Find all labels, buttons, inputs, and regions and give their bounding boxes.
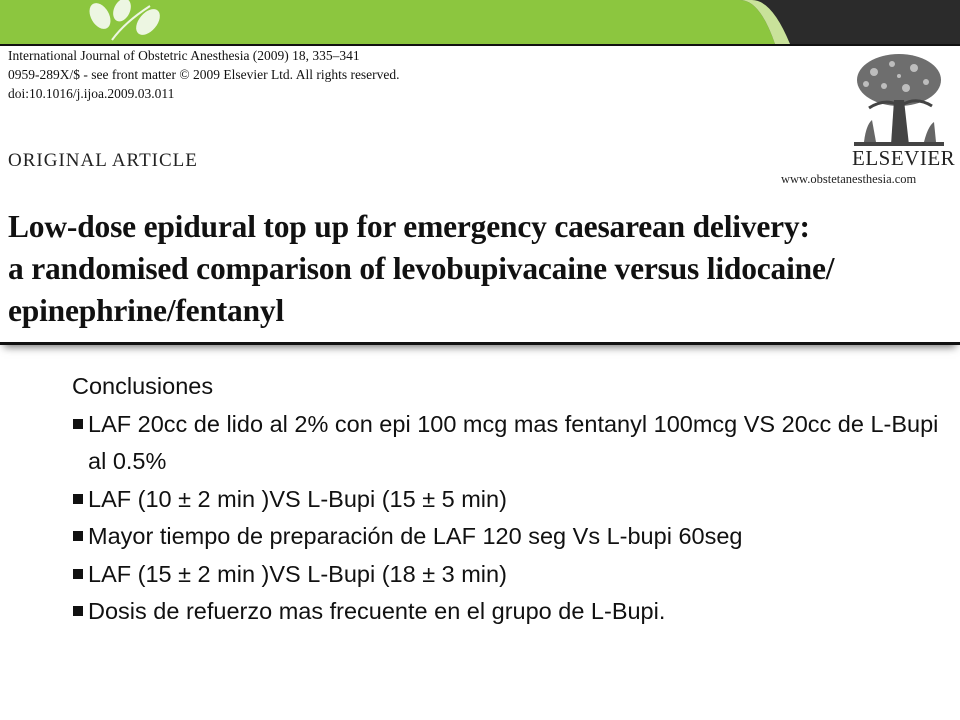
square-bullet-icon	[73, 531, 83, 541]
square-bullet-icon	[73, 494, 83, 504]
square-bullet-icon	[73, 606, 83, 616]
article-title	[8, 206, 958, 332]
article-type-label: ORIGINAL ARTICLE	[8, 150, 198, 171]
elsevier-tree-logo-icon	[844, 50, 954, 150]
citation-line: 0959-289X/$ - see front matter © 2009 Elsevier Ltd. All rights reserved.	[8, 67, 400, 82]
citation-line: International Journal of Obstetric Anesthesia (2009) 18, 335–341	[8, 48, 360, 63]
publisher-name: ELSEVIER	[852, 146, 956, 170]
list-item	[72, 556, 942, 594]
conclusions-section	[72, 368, 942, 631]
title-line: Low-dose epidural top up for emergency caesarean delivery:	[8, 209, 810, 244]
conclusions-heading: Conclusiones	[72, 373, 214, 399]
doi-line: doi:10.1016/j.ijoa.2009.03.011	[8, 86, 175, 101]
list-item-text: LAF (15 ± 2 min )VS L-Bupi (18 ± 3 min)	[88, 560, 507, 587]
title-line: epinephrine/fentanyl	[8, 293, 285, 328]
list-item	[72, 481, 942, 519]
list-item-text: Dosis de refuerzo mas frecuente en el grupo de L-Bupi.	[88, 598, 666, 624]
list-item-text: Mayor tiempo de preparación de LAF 120 seg Vs L-bupi 60seg	[88, 523, 743, 549]
list-item-text: LAF 20cc de lido al 2% con epi 100 mcg mas fentanyl 100mcg VS 20cc de L-Bupi al 0.5%	[88, 410, 939, 474]
list-item-text: LAF (10 ± 2 min )VS L-Bupi (15 ± 5 min)	[88, 485, 507, 512]
list-item	[72, 406, 942, 481]
journal-url: www.obstetanesthesia.com	[781, 172, 917, 186]
slide-header-banner	[0, 0, 960, 44]
square-bullet-icon	[73, 419, 83, 429]
citation-block	[8, 46, 400, 103]
list-item	[72, 593, 942, 631]
square-bullet-icon	[73, 569, 83, 579]
list-item	[72, 518, 942, 556]
journal-article-header	[0, 44, 960, 345]
title-line: a randomised comparison of levobupivacaine versus lidocaine/	[8, 251, 835, 286]
